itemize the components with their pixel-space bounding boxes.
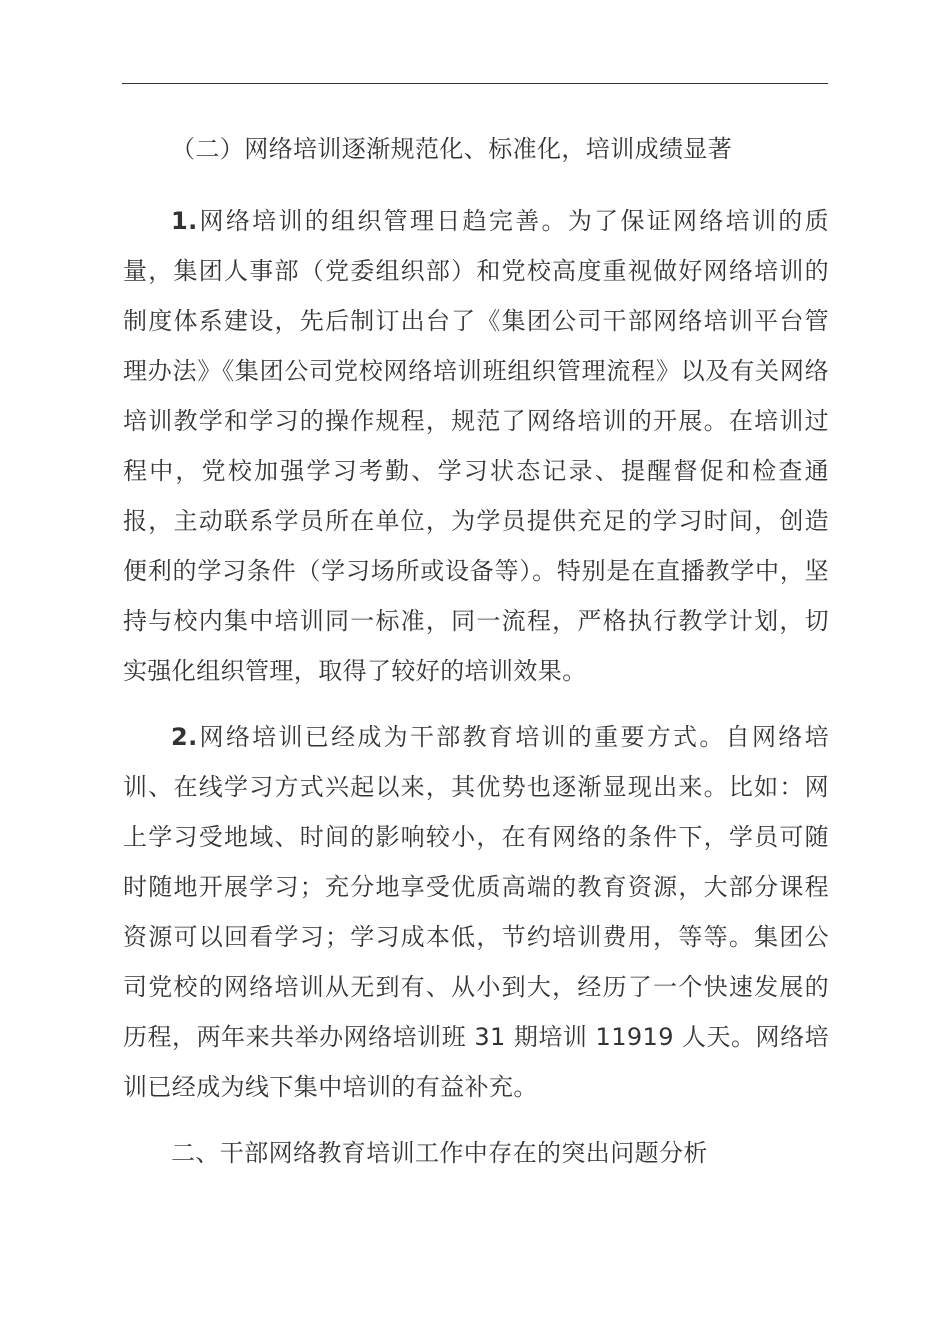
paragraph-1-text: 网络培训的组织管理日趋完善。为了保证网络培训的质量，集团人事部（党委组织部）和党校高度重视做好网络培训的制度体系建设，先后制订出台了《集团公司干部网络培训平台管理办法》《集团公司党校网络培训班组织管理流程》以及有关网络培训教学和学习的操作规程，规范了网络培训的开展。在培训过程中，党校加强学习考勤、学习状态记录、提醒督促和检查通报，主动联系学员所在单位，为学员提供充足的学习时间，创造便利的学习条件（学习场所或设备等）。特别是在直播教学中，坚持与校内集中培训同一标准，同一流程，严格执行教学计划，切实强化组织管理，取得了较好的培训效果。 xyxy=(123,207,829,685)
paragraph-2-number: 2. xyxy=(171,723,198,751)
paragraph-2-text: 网络培训已经成为干部教育培训的重要方式。自网络培训、在线学习方式兴起以来，其优势也逐渐显现出来。比如：网上学习受地域、时间的影响较小，在有网络的条件下，学员可随时随地开展学习；充分地享受优质高端的教育资源，大部分课程资源可以回看学习；学习成本低，节约培训费用，等等。集团公司党校的网络培训从无到有、从小到大，经历了一个快速发展的历程，两年来共举办网络培训班 31 期培训 11919 人天。网络培训已经成为线下集中培训的有益补充。 xyxy=(123,723,829,1101)
paragraph-2 xyxy=(123,712,829,1112)
document-body xyxy=(123,124,829,1178)
paragraph-1 xyxy=(123,196,829,696)
header-rule xyxy=(122,83,828,84)
paragraph-1-number: 1. xyxy=(171,207,198,235)
subheading: （二）网络培训逐渐规范化、标准化，培训成绩显著 xyxy=(171,135,733,163)
section-heading: 二、干部网络教育培训工作中存在的突出问题分析 xyxy=(171,1139,708,1167)
